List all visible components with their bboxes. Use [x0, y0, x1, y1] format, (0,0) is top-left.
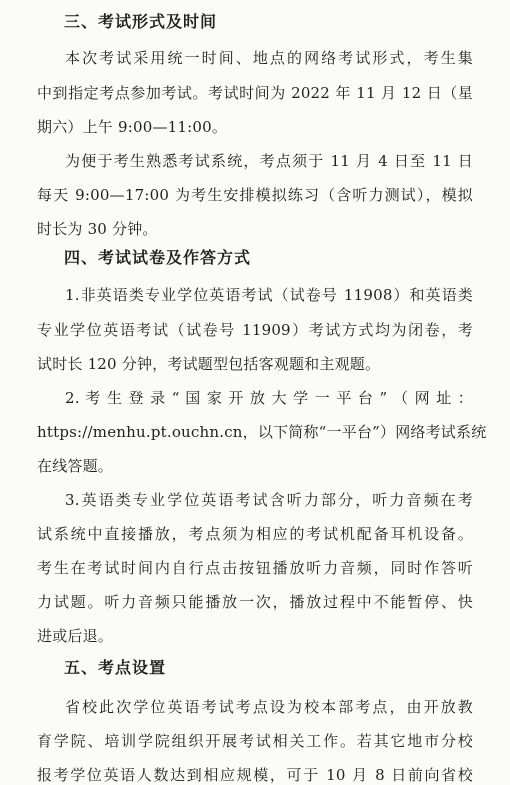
paragraph-line: 进或后退。 — [37, 627, 114, 645]
section-heading-4: 四、考试试卷及作答方式 — [64, 248, 252, 267]
paragraph-line: 考生在考试时间内自行点击按钮播放听力音频，同时作答听 — [37, 559, 473, 577]
paragraph-line: 省校此次学位英语考试考点设为校本部考点，由开放教 — [65, 698, 473, 716]
paragraph-line: 育学院、培训学院组织开展考试相关工作。若其它地市分校 — [37, 732, 473, 750]
paragraph-line: 时长为 30 分钟。 — [37, 220, 158, 238]
paragraph-line: 本次考试采用统一时间、地点的网络考试形式，考生集 — [65, 49, 473, 67]
paragraph-line: https://menhu.pt.ouchn.cn，以下简称“一平台”）网络考试系统 — [37, 423, 487, 441]
paragraph-line: 2. 考 生 登 录 “ 国 家 开 放 大 学 一 平 台 ” （ 网 址 ： — [65, 389, 473, 407]
paragraph-line: 3.英语类专业学位英语考试含听力部分，听力音频在考 — [65, 491, 473, 509]
paragraph-line: 试系统中直接播放，考点须为相应的考试机配备耳机设备。 — [37, 525, 473, 543]
paragraph-line: 报考学位英语人数达到相应规模，可于 10 月 8 日前向省校 — [37, 766, 473, 784]
paragraph-line: 专业学位英语考试（试卷号 11909）考试方式均为闭卷，考 — [37, 321, 473, 339]
section-heading-3: 三、考试形式及时间 — [64, 12, 218, 31]
paragraph-line: 力试题。听力音频只能播放一次，播放过程中不能暂停、快 — [37, 593, 473, 611]
paragraph-line: 中到指定考点参加考试。考试时间为 2022 年 11 月 12 日（星 — [37, 84, 473, 102]
paragraph-line: 试时长 120 分钟，考试题型包括客观题和主观题。 — [37, 355, 381, 373]
paragraph-line: 为便于考生熟悉考试系统，考点须于 11 月 4 日至 11 日 — [65, 152, 473, 170]
paragraph-line: 每天 9:00—17:00 为考生安排模拟练习（含听力测试），模拟 — [37, 186, 473, 204]
paragraph-line: 1.非英语类专业学位英语考试（试卷号 11908）和英语类 — [65, 286, 473, 304]
paragraph-line: 期六）上午 9:00—11:00。 — [37, 118, 228, 136]
section-heading-5: 五、考点设置 — [64, 658, 167, 677]
paragraph-line: 在线答题。 — [37, 457, 114, 475]
